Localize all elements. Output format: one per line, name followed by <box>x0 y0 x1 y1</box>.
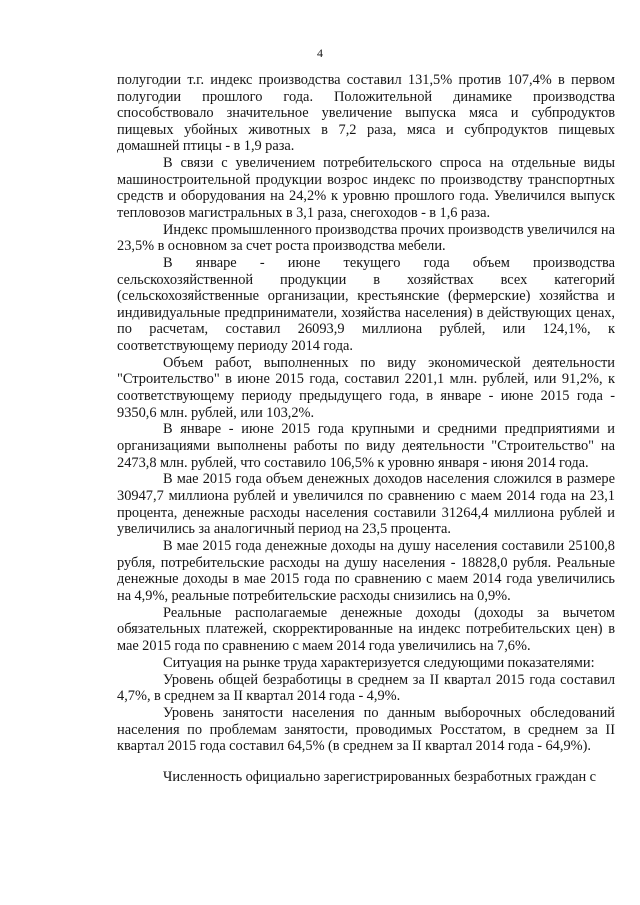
page-number: 4 <box>317 46 323 60</box>
paragraph-11: Уровень общей безработицы в среднем за II квартал 2015 года составил 4,7%, в среднем за II квартал 2014 года - 4,9%. <box>117 671 615 705</box>
paragraph-12: Уровень занятости населения по данным выборочных обследований населения по проблемам занятости, проводимых Росстатом, в среднем за II квартал 2015 года составил 64,5% (в среднем за II квартал 2014 года - 64,9%). <box>117 705 615 755</box>
paragraph-8: В мае 2015 года денежные доходы на душу населения составили 25100,8 рубля, потребительские расходы на душу населения - 18828,0 рубля. Реальные денежные доходы в мае 2015 года по сравнению с маем 2014 года увеличились на 4,9%, реальные потребительские расходы снизились на 0,9%. <box>117 538 615 604</box>
paragraph-13: Численность официально зарегистрированных безработных граждан с <box>163 768 596 785</box>
document-body <box>117 72 615 786</box>
paragraph-10: Ситуация на рынке труда характеризуется следующими показателями: <box>163 654 595 671</box>
paragraph-4: В январе - июне текущего года объем производства сельскохозяйственной продукции в хозяйствах всех категорий (сельскохозяйственные организации, крестьянские (фермерские) хозяйства и индивидуальные предприниматели, хозяйства населения) в действующих ценах, по расчетам, составил 26093,9 миллиона рублей, или 124,1%, к соответствующему периоду 2014 года. <box>117 255 615 354</box>
paragraph-2: В связи с увеличением потребительского спроса на отдельные виды машиностроительной продукции возрос индекс по производству транспортных средств и оборудования на 24,2% к уровню прошлого года. Увеличился выпуск тепловозов магистральных в 3,1 раза, снегоходов - в 1,6 раза. <box>117 155 615 221</box>
paragraph-9: Реальные располагаемые денежные доходы (доходы за вычетом обязательных платежей, скорректированные на индекс потребительских цен) в мае 2015 года по сравнению с маем 2014 года увеличились на 7,6%. <box>117 604 615 654</box>
paragraph-7: В мае 2015 года объем денежных доходов населения сложился в размере 30947,7 миллиона рублей и увеличился по сравнению с маем 2014 года на 23,1 процента, денежные расходы населения составили 31264,4 миллиона рублей и увеличились за аналогичный период на 23,5 процента. <box>117 471 615 538</box>
paragraph-3: Индекс промышленного производства прочих производств увеличился на 23,5% в основном за счет роста производства мебели. <box>117 221 615 255</box>
paragraph-6: В январе - июне 2015 года крупными и средними предприятиями и организациями выполнены работы по виду деятельности "Строительство" на 2473,8 млн. рублей, что составило 106,5% к уровню января - июня 2014 года. <box>117 421 615 471</box>
paragraph-1: полугодии т.г. индекс производства составил 131,5% против 107,4% в первом полугодии прошлого года. Положительной динамике производства способствовало значительное увеличение выпуска мяса и субпродуктов пищевых убойных животных в 7,2 раза, мяса и субпродуктов пищевых домашней птицы - в 1,9 раза. <box>117 72 615 155</box>
paragraph-5: Объем работ, выполненных по виду экономической деятельности "Строительство" в июне 2015 года, составил 2201,1 млн. рублей, или 91,2%, к соответствующему периоду предыдущего года, в январе - июне 2015 года - 9350,6 млн. рублей, или 103,2%. <box>117 354 615 421</box>
